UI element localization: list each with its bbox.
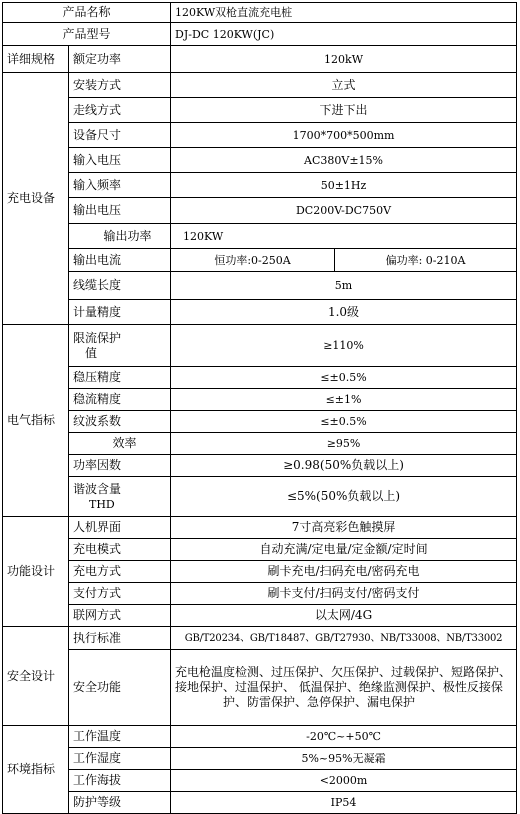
table-row [3, 3, 517, 23]
row-value: DC200V-DC750V [171, 198, 517, 224]
table-row [3, 455, 517, 477]
table-row [3, 605, 517, 627]
category-label: 安全设计 [3, 627, 69, 726]
row-value: AC380V±15% [171, 148, 517, 173]
table-row [3, 792, 517, 814]
row-label: 产品型号 [3, 23, 171, 46]
row-label: 稳压精度 [69, 367, 171, 389]
row-label: 输出电压 [69, 198, 171, 224]
spec-table [2, 2, 517, 814]
row-label: 输入频率 [69, 173, 171, 198]
table-row [3, 73, 517, 98]
table-row [3, 148, 517, 173]
table-row [3, 650, 517, 726]
row-label: 稳流精度 [69, 389, 171, 411]
table-row [3, 325, 517, 367]
row-value: 偏功率: 0-210A [335, 249, 517, 272]
row-value: 50±1Hz [171, 173, 517, 198]
table-row [3, 46, 517, 73]
table-row [3, 539, 517, 561]
row-value: ≤±0.5% [171, 367, 517, 389]
table-row [3, 249, 517, 272]
row-label: 工作海拔 [69, 770, 171, 792]
row-label: 产品名称 [3, 3, 171, 23]
table-row [3, 411, 517, 433]
category-label: 环境指标 [3, 726, 69, 814]
row-value: 7寸高亮彩色触摸屏 [171, 517, 517, 539]
row-value: 5%~95%无凝霜 [171, 748, 517, 770]
table-row [3, 123, 517, 148]
row-label-line: 值 [85, 345, 98, 360]
row-label: 人机界面 [69, 517, 171, 539]
row-label: 设备尺寸 [69, 123, 171, 148]
row-value: ≥110% [171, 325, 517, 367]
row-label: 额定功率 [69, 46, 171, 73]
table-row [3, 627, 517, 650]
table-row [3, 583, 517, 605]
row-value: 1.0级 [171, 300, 517, 325]
row-label: 线缆长度 [69, 272, 171, 300]
row-label: 工作温度 [69, 726, 171, 748]
row-value: 1700*700*500mm [171, 123, 517, 148]
row-value: 自动充满/定电量/定金额/定时间 [171, 539, 517, 561]
safety-functions-text: 护、防雷保护、急停保护、漏电保护 [223, 695, 416, 709]
row-value: 120kW [171, 46, 517, 73]
row-value: ≥95% [171, 433, 517, 455]
row-label: 支付方式 [69, 583, 171, 605]
row-value: 刷卡充电/扫码充电/密码充电 [171, 561, 517, 583]
row-value: ≤5%(50%负载以上) [171, 477, 517, 517]
row-label: 充电方式 [69, 561, 171, 583]
table-row [3, 726, 517, 748]
category-label: 详细规格 [3, 46, 69, 73]
row-value: ≤±0.5% [171, 411, 517, 433]
category-label: 充电设备 [3, 73, 69, 325]
row-label: 效率 [69, 433, 171, 455]
row-label: 功率因数 [69, 455, 171, 477]
row-value: DJ-DC 120KW(JC) [171, 23, 517, 46]
row-value: IP54 [171, 792, 517, 814]
row-value: 5m [171, 272, 517, 300]
row-label: 输出功率 [69, 224, 171, 249]
row-value: ≤±1% [171, 389, 517, 411]
row-value: 立式 [171, 73, 517, 98]
table-row [3, 748, 517, 770]
row-label-line: THD [89, 497, 115, 511]
row-value: 120KW [171, 224, 517, 249]
row-label: 安装方式 [69, 73, 171, 98]
row-value: GB/T20234、GB/T18487、GB/T27930、NB/T33008、NB/T33002 [171, 627, 517, 650]
row-label [69, 325, 171, 367]
table-row [3, 433, 517, 455]
table-row [3, 23, 517, 46]
row-label: 输入电压 [69, 148, 171, 173]
row-label: 防护等级 [69, 792, 171, 814]
table-row [3, 517, 517, 539]
table-row [3, 98, 517, 123]
table-row [3, 770, 517, 792]
row-label: 安全功能 [69, 650, 171, 726]
table-row [3, 173, 517, 198]
category-label: 电气指标 [3, 325, 69, 517]
row-label: 走线方式 [69, 98, 171, 123]
row-value: 下进下出 [171, 98, 517, 123]
row-label: 计量精度 [69, 300, 171, 325]
table-row [3, 389, 517, 411]
row-value: 以太网/4G [171, 605, 517, 627]
row-label: 联网方式 [69, 605, 171, 627]
row-value: 刷卡支付/扫码支付/密码支付 [171, 583, 517, 605]
row-value: 120KW双枪直流充电桩 [171, 3, 517, 23]
row-value: 恒功率:0-250A [171, 249, 335, 272]
row-label-line: 谐波含量 [73, 481, 122, 496]
row-label: 纹波系数 [69, 411, 171, 433]
row-label-line: 限流保护 [73, 330, 122, 345]
row-label: 输出电流 [69, 249, 171, 272]
table-row [3, 477, 517, 517]
row-value: ≥0.98(50%负载以上) [171, 455, 517, 477]
table-row [3, 300, 517, 325]
table-row [3, 561, 517, 583]
table-row [3, 198, 517, 224]
row-label: 工作湿度 [69, 748, 171, 770]
row-value: <2000m [171, 770, 517, 792]
safety-functions-text: 充电枪温度检测、过压保护、欠压保护、过载保护、短路保护、接地保护、过温保护、 低温保护、绝缘监测保护、极性反接保 [175, 665, 512, 694]
row-label [69, 477, 171, 517]
row-value: -20℃~+50℃ [171, 726, 517, 748]
table-row [3, 272, 517, 300]
category-label: 功能设计 [3, 517, 69, 627]
row-value [171, 650, 517, 726]
row-label: 执行标准 [69, 627, 171, 650]
row-label: 充电模式 [69, 539, 171, 561]
table-row [3, 367, 517, 389]
table-row [3, 224, 517, 249]
